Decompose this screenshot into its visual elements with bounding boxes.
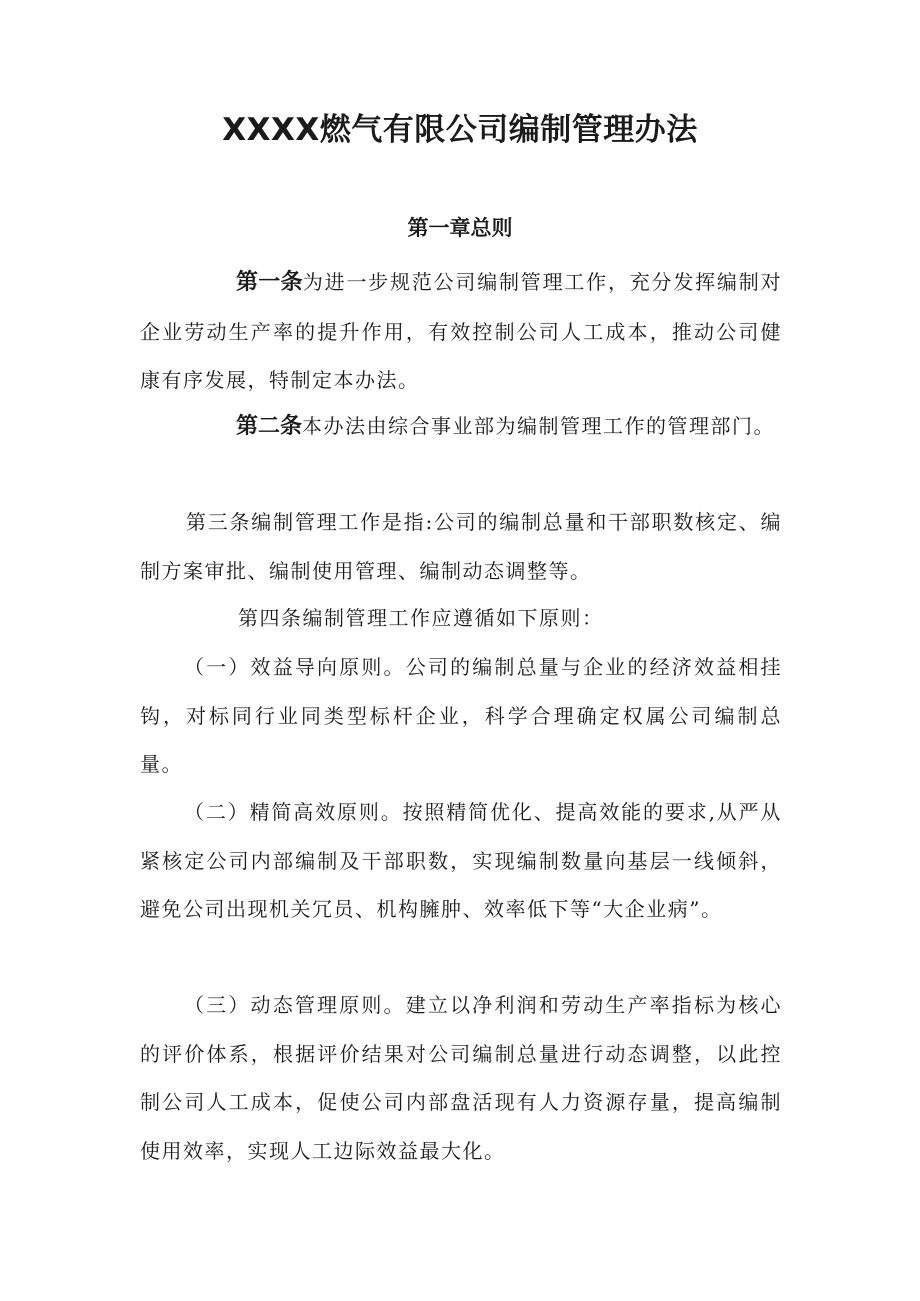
article-4: 第四条编制管理工作应遵循如下原则：	[238, 606, 604, 630]
article-2	[140, 402, 782, 452]
chapter-heading: 第一章总则	[407, 216, 513, 240]
article-1-text: 为进一步规范公司编制管理工作，充分发挥编制对企业劳动生产率的提升作用，有效控制公司人工成本，推动公司健康有序发展，特制定本办法。	[140, 270, 782, 392]
article-1-lead: 第一条	[236, 270, 303, 295]
article-2-text: 本办法由综合事业部为编制管理工作的管理部门。	[302, 414, 776, 438]
principle-1: （一）效益导向原则。公司的编制总量与企业的经济效益相挂钩，对标同行业同类型标杆企业，科学合理确定权属公司编制总量。	[140, 655, 782, 776]
article-3: 第三条编制管理工作是指:公司的编制总量和干部职数核定、编制方案审批、编制使用管理、编制动态调整等。	[140, 510, 782, 583]
article-2-lead: 第二条	[236, 414, 303, 439]
principle-3: （三）动态管理原则。建立以净利润和劳动生产率指标为核心的评价体系，根据评价结果对公司编制总量进行动态调整，以此控制公司人工成本，促使公司内部盘活现有人力资源存量，提高编制使用效率，实现人工边际效益最大化。	[140, 993, 782, 1163]
document-title: XXXX燃气有限公司编制管理办法	[222, 112, 698, 148]
article-1	[140, 258, 782, 405]
principle-2: （二）精简高效原则。按照精简优化、提高效能的要求,从严从紧核定公司内部编制及干部职数，实现编制数量向基层一线倾斜，避免公司出现机关冗员、机构臃肿、效率低下等“大企业病”。	[140, 800, 782, 921]
